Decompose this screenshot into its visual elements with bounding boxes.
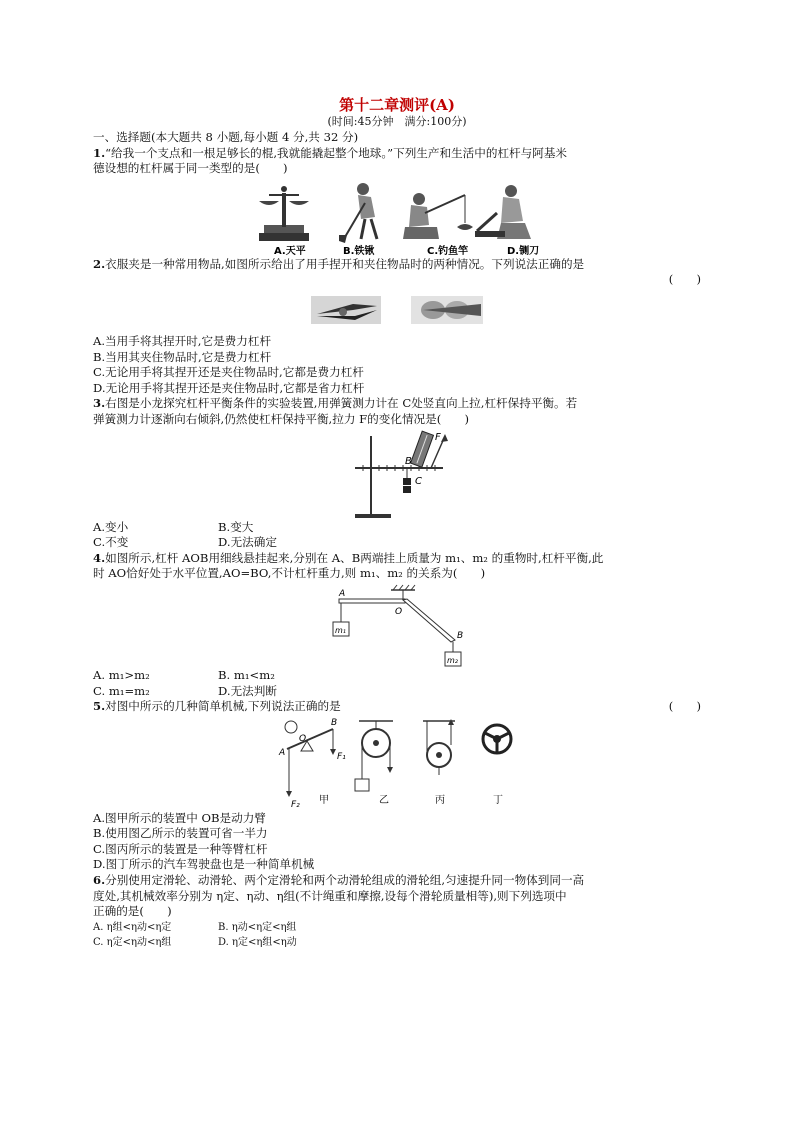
option: C.无论用手将其捏开还是夹住物品时,它都是费力杠杆 bbox=[93, 365, 364, 380]
question-text: 分别使用定滑轮、动滑轮、两个定滑轮和两个动滑轮组成的滑轮组,匀速提升同一物体到同一高 bbox=[105, 873, 585, 888]
question-3 bbox=[93, 396, 701, 550]
q4-figure bbox=[93, 582, 701, 668]
option: D.无法判断 bbox=[218, 683, 277, 698]
option: A.当用手将其捏开时,它是费力杠杆 bbox=[93, 333, 272, 348]
option: D.图丁所示的汽车驾驶盘也是一种简单机械 bbox=[93, 857, 315, 872]
fixed-pulley-figure bbox=[355, 721, 393, 791]
question-5 bbox=[93, 699, 701, 873]
label-a: A bbox=[279, 747, 286, 758]
option: A.变小 bbox=[93, 519, 129, 534]
option: C. m₁=m₂ bbox=[93, 683, 150, 698]
question-text: 德设想的杠杆属于同一类型的是( ) bbox=[93, 161, 288, 176]
page-title: 第十二章测评(A) bbox=[339, 96, 455, 114]
q1-caption: D.铡刀 bbox=[507, 245, 540, 257]
answer-paren: ( ) bbox=[668, 272, 701, 287]
question-text: 如图所示,杠杆 AOB用细线悬挂起来,分别在 A、B两端挂上质量为 m₁、m₂ 的重物时,杠杆平衡,此 bbox=[105, 550, 604, 565]
q1-figure bbox=[93, 177, 701, 257]
guillotine-cutter-icon bbox=[475, 185, 531, 239]
option: C.图丙所示的装置是一种等臂杠杆 bbox=[93, 841, 268, 856]
q5-caption: 丁 bbox=[493, 794, 503, 806]
q5-caption: 甲 bbox=[319, 794, 329, 806]
question-number: 5. bbox=[93, 699, 106, 714]
option: C.不变 bbox=[93, 535, 129, 550]
option: A. η组<η动<η定 bbox=[93, 921, 172, 933]
label-m1: m₁ bbox=[335, 625, 346, 635]
clothespin-open-icon bbox=[411, 296, 483, 324]
question-text: 时 AO恰好处于水平位置,AO=BO,不计杠杆重力,则 m₁、m₂ 的关系为( ) bbox=[93, 566, 486, 581]
question-number: 2. bbox=[93, 256, 106, 271]
option: D. η定<η组<η动 bbox=[218, 937, 297, 949]
label-o: O bbox=[395, 606, 403, 617]
option: A. m₁>m₂ bbox=[93, 667, 150, 682]
label-f1: F₁ bbox=[337, 751, 346, 762]
question-text: 弹簧测力计逐渐向右倾斜,仍然使杠杆保持平衡,拉力 F的变化情况是( ) bbox=[93, 411, 469, 426]
option: B.使用图乙所示的装置可省一半力 bbox=[93, 826, 268, 841]
section-heading: 一、选择题(本大题共 8 小题,每小题 4 分,共 32 分) bbox=[93, 130, 359, 144]
label-c: C bbox=[415, 475, 422, 487]
label-o: O bbox=[299, 733, 307, 744]
lever-figure bbox=[285, 721, 336, 797]
option: B. η动<η定<η组 bbox=[218, 921, 297, 933]
question-number: 1. bbox=[93, 145, 106, 160]
q1-caption: C.钓鱼竿 bbox=[427, 245, 469, 257]
label-b: B bbox=[457, 630, 464, 641]
q1-caption: A.天平 bbox=[274, 245, 306, 257]
label-b: B bbox=[405, 455, 412, 467]
clothespin-closed-icon bbox=[311, 296, 381, 324]
label-f2: F₂ bbox=[291, 799, 300, 810]
q1-caption: B.铁锹 bbox=[343, 245, 375, 257]
answer-paren: ( ) bbox=[668, 699, 701, 714]
q2-figure bbox=[93, 288, 701, 334]
question-text: 衣服夹是一种常用物品,如图所示给出了用手捏开和夹住物品时的两种情况。下列说法正确的是 bbox=[105, 256, 585, 271]
label-b: B bbox=[331, 717, 338, 728]
q5-caption: 乙 bbox=[379, 794, 389, 806]
balance-icon bbox=[259, 186, 309, 241]
question-number: 4. bbox=[93, 550, 106, 565]
label-a: A bbox=[339, 588, 346, 599]
page-subtitle: (时间:45分钟 满分:100分) bbox=[327, 115, 467, 128]
option: A.图甲所示的装置中 OB是动力臂 bbox=[93, 810, 266, 825]
question-2 bbox=[93, 257, 701, 397]
question-text: 正确的是( ) bbox=[93, 904, 172, 919]
option: B.当用其夹住物品时,它是费力杠杆 bbox=[93, 349, 272, 364]
label-m2: m₂ bbox=[447, 655, 458, 665]
question-number: 3. bbox=[93, 396, 106, 411]
exam-page bbox=[93, 96, 701, 951]
question-1 bbox=[93, 146, 701, 257]
question-text: 右图是小龙探究杠杆平衡条件的实验装置,用弹簧测力计在 C处竖直向上拉,杠杆保持平衡。若 bbox=[105, 396, 578, 411]
label-f: F bbox=[435, 431, 441, 443]
question-4 bbox=[93, 551, 701, 699]
question-6 bbox=[93, 873, 701, 951]
question-text: 对图中所示的几种简单机械,下列说法正确的是 bbox=[105, 699, 341, 714]
option: B.变大 bbox=[218, 519, 254, 534]
q5-caption: 丙 bbox=[435, 794, 445, 806]
q3-figure bbox=[93, 428, 701, 520]
question-number: 6. bbox=[93, 873, 106, 888]
option: D.无法确定 bbox=[218, 535, 277, 550]
fishing-rod-icon bbox=[403, 193, 473, 239]
q5-figure bbox=[93, 715, 701, 811]
question-text: “给我一个支点和一根足够长的棍,我就能撬起整个地球。”下列生产和生活中的杠杆与阿基米 bbox=[105, 145, 568, 160]
option: B. m₁<m₂ bbox=[218, 667, 275, 682]
question-text: 度处,其机械效率分别为 η定、η动、η组(不计绳重和摩擦,设每个滑轮质量相等),则下列选项中 bbox=[93, 888, 567, 903]
steering-wheel-figure bbox=[483, 725, 511, 753]
movable-pulley-figure bbox=[423, 719, 455, 775]
shovel-person-icon bbox=[339, 183, 377, 243]
option: C. η定<η动<η组 bbox=[93, 937, 172, 949]
option: D.无论用手将其捏开还是夹住物品时,它都是省力杠杆 bbox=[93, 380, 365, 395]
